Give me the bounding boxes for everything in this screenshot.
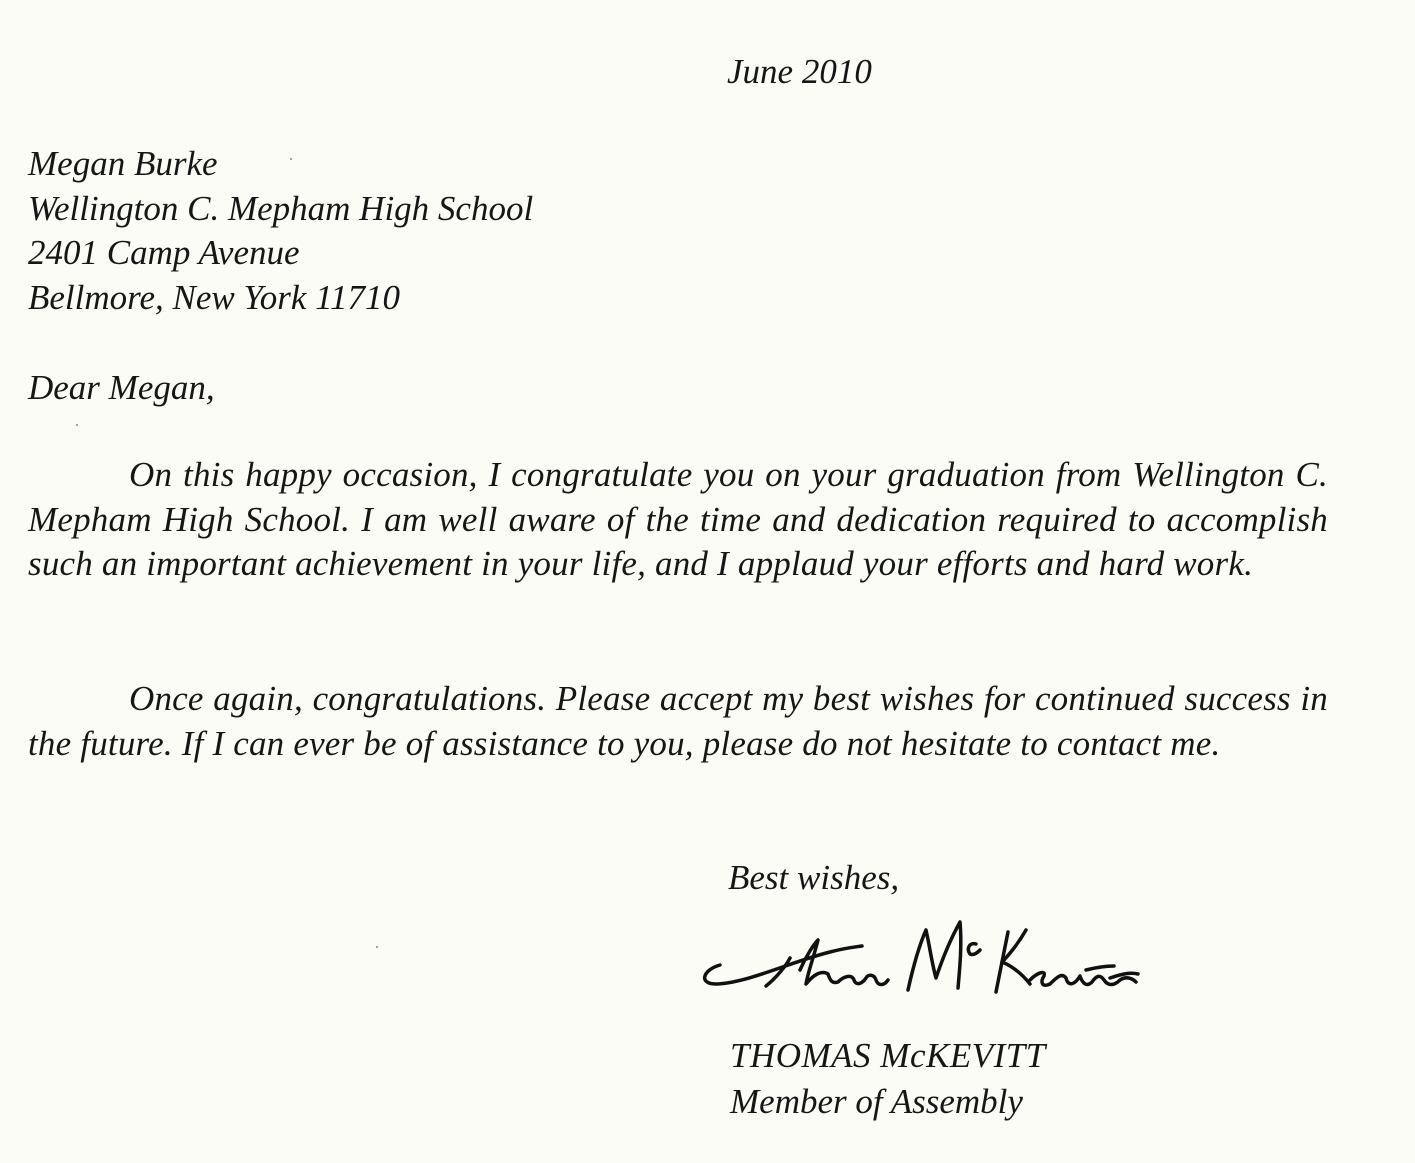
salutation: Dear Megan, [28,368,215,407]
paper-speck [290,158,292,160]
handwritten-signature [690,900,1160,1020]
recipient-street: 2401 Camp Avenue [28,233,300,272]
recipient-name: Megan Burke [28,144,218,183]
body-paragraph-1: On this happy occasion, I congratulate you on your graduation from Wellington C. Mepham High School. I am well aware of the time and dedication required to accomplish such an important achievement in your life, and I applaud your efforts and hard work. [28,455,1328,584]
paper-speck [76,424,78,426]
recipient-city-line: Bellmore, New York 11710 [28,277,401,317]
body-paragraph-2: Once again, congratulations. Please accept my best wishes for continued success in the future. If I can ever be of assistance to you, please do not hesitate to contact me. [28,679,1328,763]
paper-speck [376,946,378,948]
recipient-organization: Wellington C. Mepham High School [28,188,534,228]
signer-title: Member of Assembly [730,1082,1023,1121]
signer-name: THOMAS McKEVITT [730,1036,1046,1075]
letter-date: June 2010 [727,52,872,91]
closing: Best wishes, [728,858,900,897]
recipient-address-block [28,142,533,320]
